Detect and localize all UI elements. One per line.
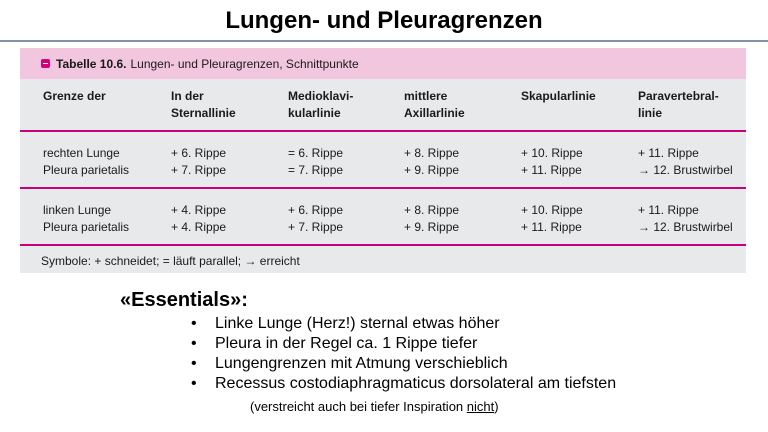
header-sternallinie: In der Sternallinie: [171, 89, 236, 120]
table-cell: + 10. Rippe + 11. Rippe: [521, 203, 583, 234]
list-item: • Recessus costodiaphragmaticus dorsolateral am tiefsten: [191, 375, 617, 392]
header-grenze: Grenze der: [43, 89, 106, 103]
table-footnote: Symbole: + schneidet; = läuft parallel; → erreicht: [41, 254, 300, 268]
table-cell: = 6. Rippe = 7. Rippe: [288, 146, 344, 177]
table-cell: + 10. Rippe + 11. Rippe: [521, 146, 583, 177]
bullet-icon: •: [191, 315, 197, 332]
table-cell: + 6. Rippe + 7. Rippe: [171, 146, 227, 177]
boundaries-table: [20, 48, 746, 273]
table-cell: + 11. Rippe → 12. Brustwirbel: [638, 203, 733, 234]
table-number: Tabelle 10.6.: [56, 56, 127, 71]
essentials-heading: «Essentials»:: [120, 289, 248, 311]
table-caption: [20, 48, 746, 79]
list-item: • Pleura in der Regel ca. 1 Rippe tiefer: [191, 335, 478, 352]
header-medioklavikularlinie: Medioklavi- kularlinie: [288, 89, 354, 120]
table-marker-icon: [41, 59, 50, 68]
list-item: • Linke Lunge (Herz!) sternal etwas höher: [191, 315, 500, 332]
table-caption-text: Lungen- und Pleuragrenzen, Schnittpunkte: [130, 56, 359, 71]
slide-title: Lungen- und Pleuragrenzen: [225, 7, 543, 34]
header-axillarlinie: mittlere Axillarlinie: [404, 89, 465, 120]
table-cell: + 8. Rippe + 9. Rippe: [404, 146, 460, 177]
list-item: • Lungengrenzen mit Atmung verschieblich: [191, 355, 508, 372]
table-row-label: linken Lunge Pleura parietalis: [43, 203, 130, 234]
bullet-icon: •: [191, 355, 197, 372]
bullet-icon: •: [191, 335, 197, 352]
table-cell: + 11. Rippe → 12. Brustwirbel: [638, 146, 733, 177]
header-skapularlinie: Skapularlinie: [521, 89, 596, 103]
table-divider: [20, 244, 746, 246]
header-paravertebrallinie: Paravertebral- linie: [638, 89, 719, 120]
bullet-icon: •: [191, 375, 197, 392]
essentials-note: (verstreicht auch bei tiefer Inspiration nicht): [250, 399, 499, 414]
table-cell: + 8. Rippe + 9. Rippe: [404, 203, 460, 234]
title-divider: [0, 40, 768, 42]
table-row-label: rechten Lunge Pleura parietalis: [43, 146, 130, 177]
table-divider: [20, 130, 746, 132]
table-cell: + 6. Rippe + 7. Rippe: [288, 203, 344, 234]
table-cell: + 4. Rippe + 4. Rippe: [171, 203, 227, 234]
essentials-list: [191, 314, 616, 394]
note-emphasis: nicht: [466, 399, 495, 414]
table-divider: [20, 187, 746, 189]
